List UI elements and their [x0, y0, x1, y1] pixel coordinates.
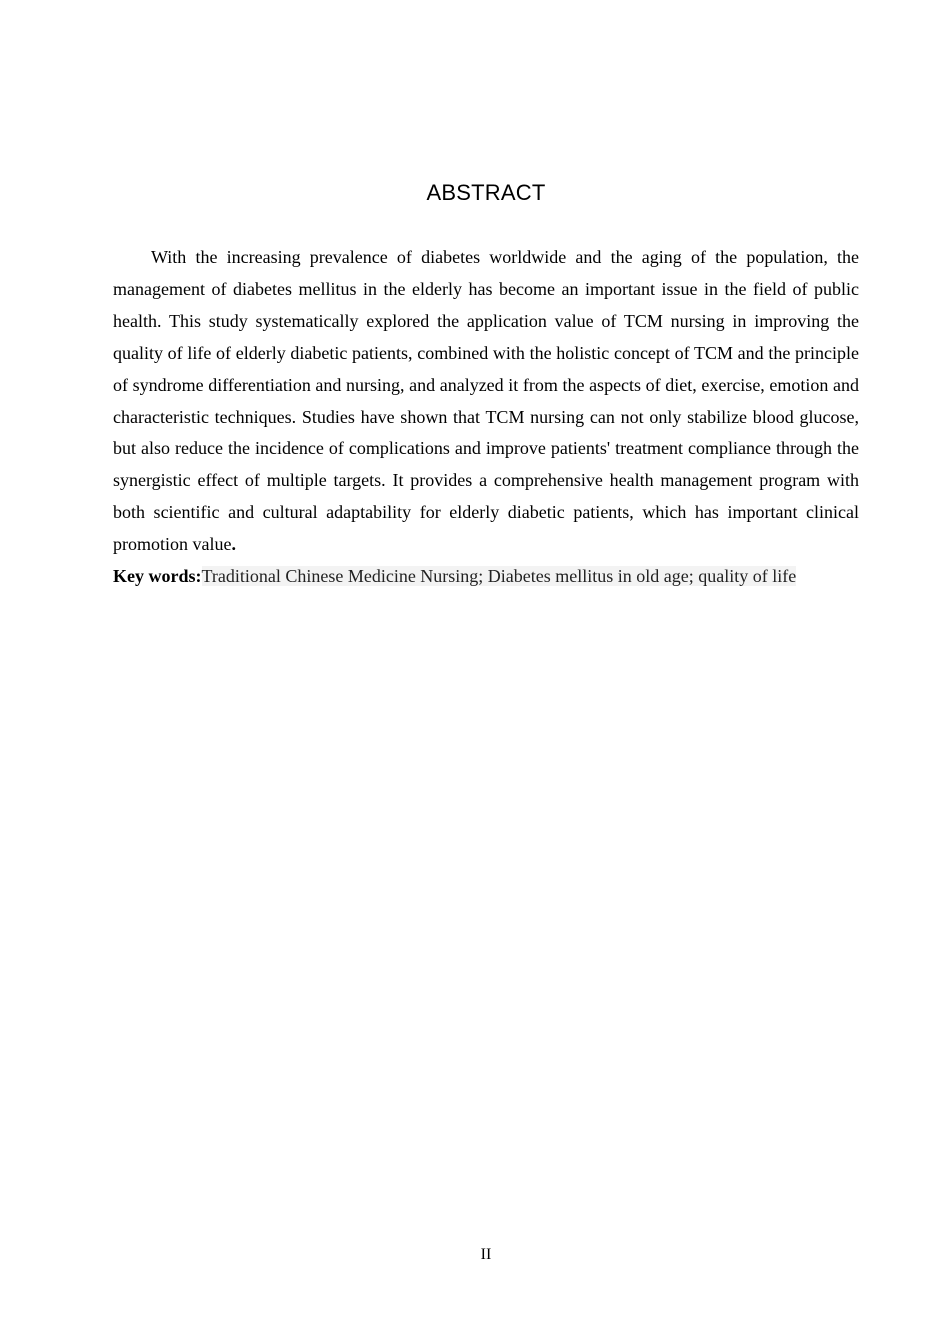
- page-number: II: [480, 1246, 492, 1263]
- keywords-line: [113, 561, 873, 593]
- abstract-paragraph: [113, 242, 859, 561]
- keywords-label: Key words:: [113, 566, 202, 586]
- abstract-final-period: .: [231, 534, 236, 555]
- abstract-text: With the increasing prevalence of diabetes worldwide and the aging of the population, the management of diabetes mellitus in the elderly has become an important issue in the field of public health. This study systematically explored the application value of TCM nursing in improving the quality of life of elderly diabetic patients, combined with the holistic concept of TCM and the principle of syndrome differentiation and nursing, and analyzed it from the aspects of diet, exercise, emotion and characteristic techniques. Studies have shown that TCM nursing can not only stabilize blood glucose, but also reduce the incidence of complications and improve patients' treatment compliance through the synergistic effect of multiple targets. It provides a comprehensive health management program with both scientific and cultural adaptability for elderly diabetic patients, which has important clinical promotion value: [113, 247, 859, 555]
- abstract-heading: ABSTRACT: [426, 180, 546, 205]
- keywords-values: Traditional Chinese Medicine Nursing; Diabetes mellitus in old age; quality of life: [201, 566, 797, 586]
